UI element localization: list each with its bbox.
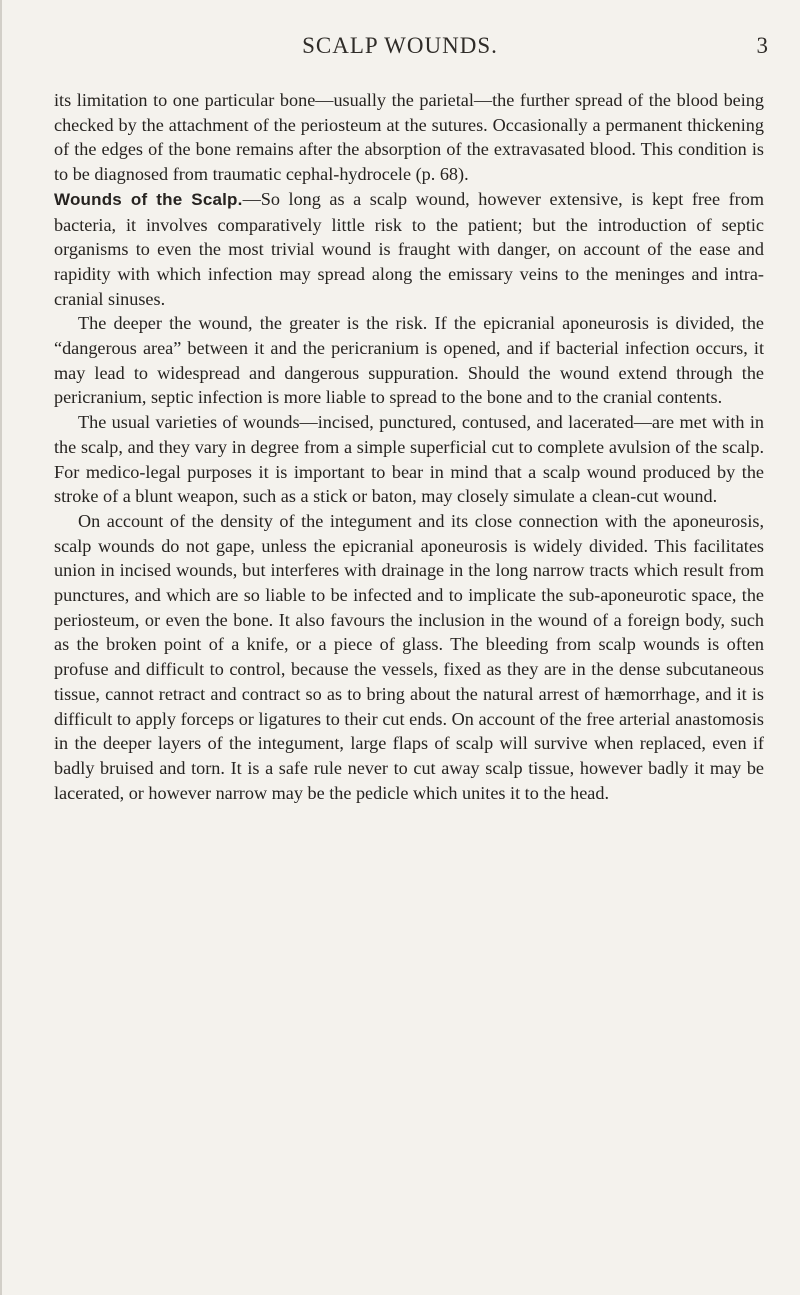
paragraph-4: The usual varieties of wounds—incised, punctured, contused, and lacerated—are met with in the scalp, and they vary in degree from a simple superficial cut to complete avulsion of the scalp. For medico-legal purposes it is important to bear in mind that a scalp wound produced by the stroke of a blunt weapon, such as a stick or baton, may closely simulate a clean-cut wound. bbox=[54, 412, 764, 507]
paragraph-2-text: —So long as a scalp wound, however extensive, is kept free from bacteria, it involves comparatively little risk to the patient; but the introduction of septic organisms to even the most trivial wound is fraught with danger, on account of the ease and rapidity with which infection may spread along the emissary veins to the meninges and intra-cranial sinuses. bbox=[54, 188, 764, 309]
body-text bbox=[54, 88, 764, 805]
paragraph-3: The deeper the wound, the greater is the risk. If the epicranial aponeurosis is divided, the “dangerous area” between it and the pericranium is opened, and if bacterial infection occurs, it may lead to widespread and dangerous suppuration. Should the wound extend through the pericranium, septic infection is more liable to spread to the bone and to the cranial contents. bbox=[54, 313, 764, 408]
paragraph-1: its limitation to one particular bone—usually the parietal—the further spread of the blood being checked by the attachment of the periosteum at the sutures. Occasionally a permanent thickening of the edges of the bone remains after the absorption of the extravasated blood. This condition is to be diagnosed from traumatic cephal-hydrocele (p. 68). bbox=[54, 90, 764, 185]
page-edge bbox=[0, 0, 2, 1295]
page-number: 3 bbox=[756, 33, 768, 58]
section-heading-wounds-of-the-scalp: Wounds of the Scalp. bbox=[54, 189, 243, 209]
paragraph-5: On account of the density of the integument and its close connection with the aponeurosis, scalp wounds do not gape, unless the epicranial aponeurosis is widely divided. This facilitates union in incised wounds, but interferes with drainage in the long narrow tracts which result from punctures, and which are so liable to be infected and to implicate the sub-aponeurotic space, the periosteum, or even the bone. It also favours the inclusion in the wound of a foreign body, such as the broken point of a knife, or a piece of glass. The bleeding from scalp wounds is often profuse and difficult to control, because the vessels, fixed as they are in the dense subcutaneous tissue, cannot retract and contract so as to bring about the natural arrest of hæmorrhage, and it is difficult to apply forceps or ligatures to their cut ends. On account of the free arterial anastomosis in the deeper layers of the integument, large flaps of scalp will survive when replaced, even if badly bruised and torn. It is a safe rule never to cut away scalp tissue, however badly it may be lacerated, or however narrow may be the pedicle which unites it to the head. bbox=[54, 510, 764, 803]
page-header bbox=[0, 33, 800, 63]
paragraph-2 bbox=[54, 187, 764, 312]
running-title: SCALP WOUNDS. bbox=[302, 33, 498, 58]
